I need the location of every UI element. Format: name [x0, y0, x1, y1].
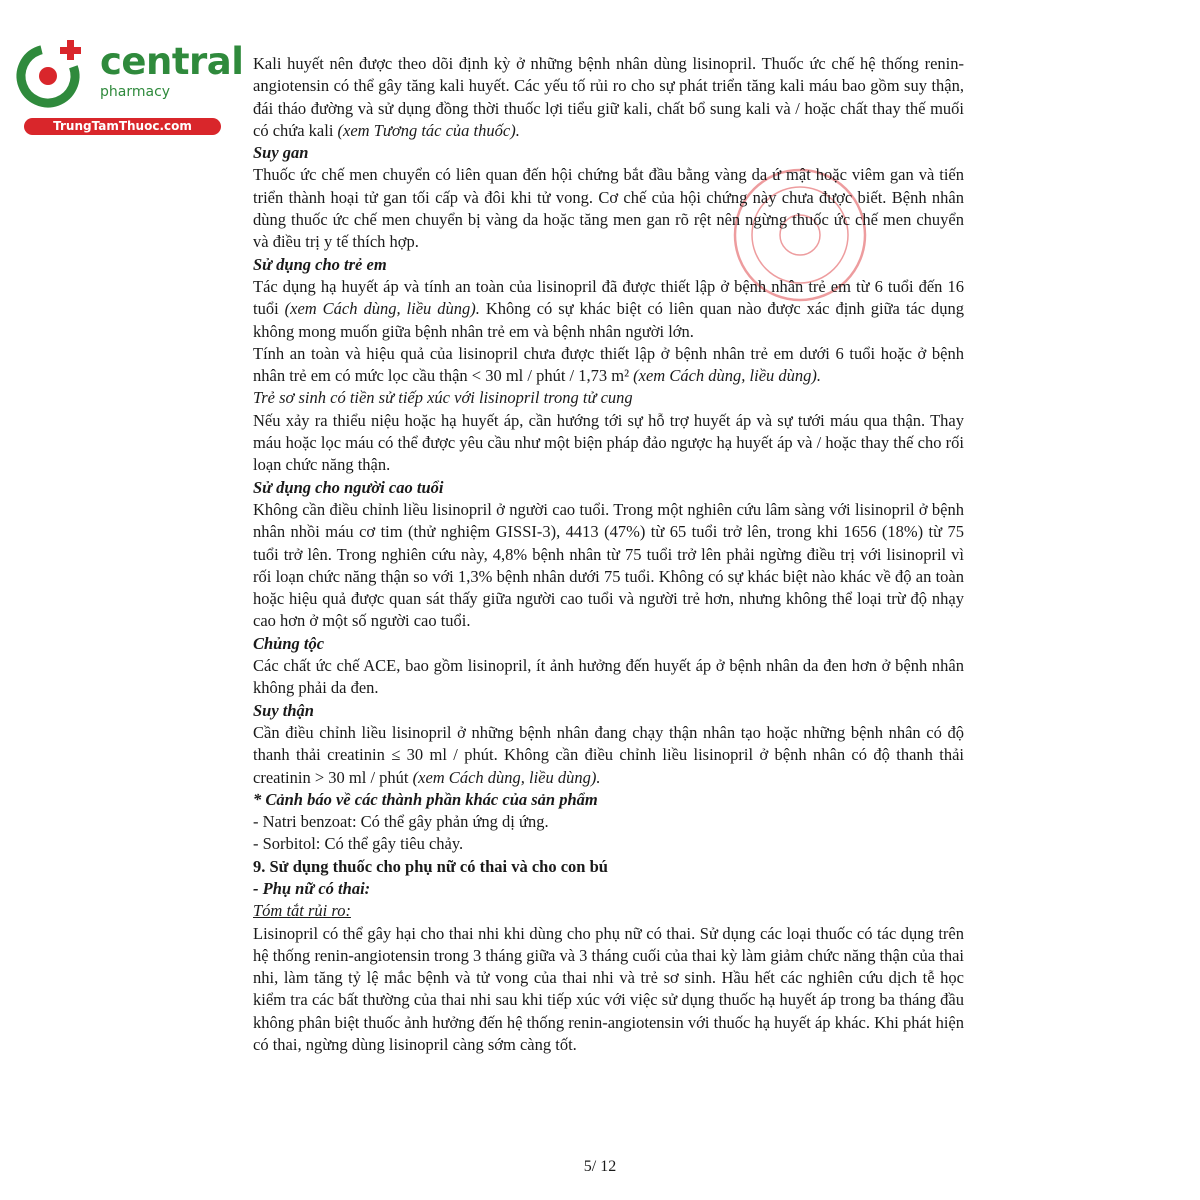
paragraph: Các chất ức chế ACE, bao gồm lisinopril, ít ảnh hưởng đến huyết áp ở bệnh nhân da đen hơn ở bệnh nhân không phải da đen.: [253, 656, 964, 698]
paragraph: Cần điều chỉnh liều lisinopril ở những bệnh nhân đang chạy thận nhân tạo hoặc những bệnh nhân có độ thanh thải creatinin ≤ 30 ml / phút. Không cần điều chỉnh liều lisinopril ở bệnh nhân có độ thanh thải creatinin > 30 ml / phút (xem Cách dùng, liều dùng).: [253, 722, 964, 787]
section-heading: * Cảnh báo về các thành phần khác của sản phẩm: [253, 789, 598, 809]
section-heading: Suy gan: [253, 143, 309, 163]
paragraph: Nếu xảy ra thiểu niệu hoặc hạ huyết áp, cần hướng tới sự hỗ trợ huyết áp và sự tưới máu qua thận. Thay máu hoặc lọc máu có thể được yêu cầu như một biện pháp đảo ngược hạ huyết áp và / hoặc thay thế cho rối loạn chức năng thận.: [253, 410, 964, 475]
section-heading: Sử dụng cho trẻ em: [253, 254, 387, 274]
paragraph: Tính an toàn và hiệu quả của lisinopril chưa được thiết lập ở bệnh nhân trẻ em dưới 6 tuổi hoặc ở bệnh nhân trẻ em có mức lọc cầu thận < 30 ml / phút / 1,73 m² (xem Cách dùng, liều dùng).: [253, 343, 964, 386]
section-heading: Chủng tộc: [253, 633, 325, 653]
site-url-banner[interactable]: TrungTamThuoc.com: [24, 118, 221, 135]
underlined-heading: Tóm tắt rủi ro:: [253, 901, 351, 921]
brand-subtitle: pharmacy: [100, 84, 171, 100]
section-heading: Sử dụng cho người cao tuổi: [253, 477, 444, 497]
pharmacy-cross-icon: [12, 38, 96, 118]
section-heading: Suy thận: [253, 700, 314, 720]
central-pharmacy-logo: [12, 38, 244, 138]
document-page: [253, 53, 964, 1056]
page-number: 5/ 12: [583, 1158, 617, 1175]
chapter-heading: 9. Sử dụng thuốc cho phụ nữ có thai và cho con bú: [253, 856, 608, 876]
paragraph: Kali huyết nên được theo dõi định kỳ ở những bệnh nhân dùng lisinopril. Thuốc ức chế hệ thống renin-angiotensin có thể gây tăng kali huyết. Các yếu tố rủi ro cho sự phát triển tăng kali máu bao gồm suy thận, đái tháo đường và sử dụng đồng thời thuốc lợi tiểu giữ kali, chất bổ sung kali và / hoặc chất thay thế muối có chứa kali (xem Tương tác của thuốc).: [253, 54, 964, 140]
brand-name: central: [100, 40, 244, 83]
paragraph: Thuốc ức chế men chuyển có liên quan đến hội chứng bắt đầu bằng vàng da ứ mật hoặc viêm gan và tiến triển thành hoại tử gan tối cấp và đôi khi tử vong. Cơ chế của hội chứng này chưa được biết. Bệnh nhân dùng thuốc ức chế men chuyển bị vàng da hoặc tăng men gan rõ rệt nên ngừng thuốc ức chế men chuyển và điều trị y tế thích hợp.: [253, 165, 964, 252]
paragraph: Lisinopril có thể gây hại cho thai nhi khi dùng cho phụ nữ có thai. Sử dụng các loại thuốc có tác dụng trên hệ thống renin-angiotensin trong 3 tháng giữa và 3 tháng cuối của thai kỳ làm giảm chức năng thận của thai nhi, làm tăng tỷ lệ mắc bệnh và tử vong của thai nhi và trẻ sơ sinh. Hầu hết các nghiên cứu dịch tễ học kiểm tra các bất thường của thai nhi sau khi tiếp xúc với việc sử dụng thuốc hạ huyết áp trong ba tháng đầu không phân biệt thuốc ảnh hưởng đến hệ thống renin-angiotensin với thuốc hạ huyết áp khác. Khi phát hiện có thai, ngừng dùng lisinopril càng sớm càng tốt.: [253, 923, 964, 1055]
section-heading: - Phụ nữ có thai:: [253, 878, 371, 898]
list-item: - Sorbitol: Có thể gây tiêu chảy.: [253, 834, 464, 854]
list-item: - Natri benzoat: Có thể gây phản ứng dị ứng.: [253, 812, 549, 832]
sub-heading: Trẻ sơ sinh có tiền sử tiếp xúc với lisinopril trong tử cung: [253, 388, 633, 408]
paragraph: Không cần điều chỉnh liều lisinopril ở người cao tuổi. Trong một nghiên cứu lâm sàng với lisinopril ở bệnh nhân nhồi máu cơ tim (thử nghiệm GISSI-3), 4413 (47%) từ 65 tuổi trở lên, trong khi 1656 (18%) từ 75 tuổi trở lên. Trong nghiên cứu này, 4,8% bệnh nhân từ 75 tuổi trở lên phải ngừng điều trị với lisinopril vì rối loạn chức năng thận so với 1,3% bệnh nhân dưới 75 tuổi. Không có sự khác biệt nào khác về độ an toàn hoặc hiệu quả được quan sát thấy giữa người cao tuổi và người trẻ hơn, nhưng không thể loại trừ độ nhạy cao hơn ở một số người cao tuổi.: [253, 499, 964, 631]
paragraph: Tác dụng hạ huyết áp và tính an toàn của lisinopril đã được thiết lập ở bệnh nhân trẻ em từ 6 tuổi đến 16 tuổi (xem Cách dùng, liều dùng). Không có sự khác biệt có liên quan nào được xác định giữa tác dụng không mong muốn giữa bệnh nhân trẻ em và bệnh nhân người lớn.: [253, 276, 965, 341]
